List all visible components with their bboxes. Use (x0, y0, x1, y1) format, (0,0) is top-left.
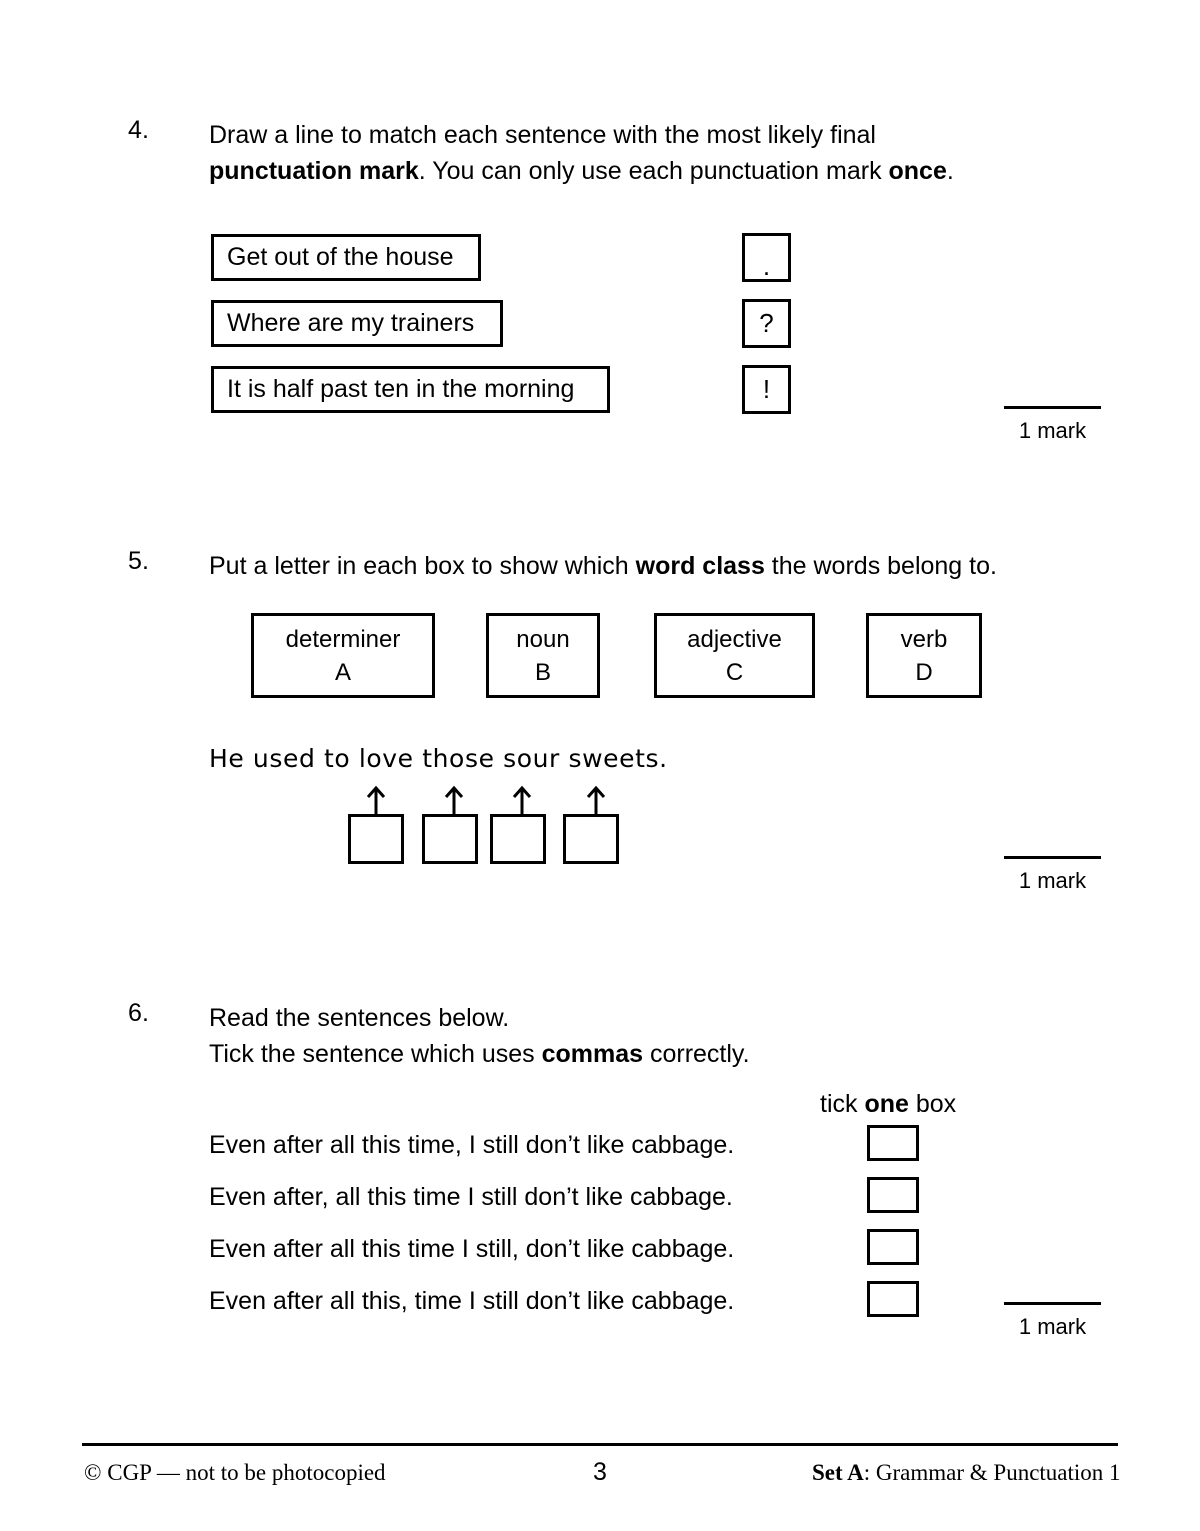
option-text-3: Even after all this time I still, don’t like cabbage. (209, 1235, 735, 1263)
punctuation-box-full-stop[interactable] (742, 233, 791, 282)
arrow-up-icon-2 (443, 784, 465, 816)
question-6-emphasis-commas: commas (541, 1040, 644, 1068)
question-6-number: 6. (128, 999, 150, 1027)
sentence-box-3-label: It is half past ten in the morning (227, 375, 575, 403)
question-4-emphasis-punctuation-mark: punctuation mark (209, 157, 419, 185)
punctuation-box-question-mark-label: ? (759, 308, 774, 338)
tick-box-3[interactable] (867, 1229, 919, 1265)
word-class-letter-determiner: A (334, 658, 351, 686)
arrow-up-icon-1 (365, 784, 387, 816)
question-4-prompt-line-2-mid: . You can only use each punctuation mark (418, 157, 889, 185)
tick-one-box-header (820, 1092, 956, 1117)
question-6-prompt-line-2-end: correctly. (643, 1040, 750, 1068)
answer-box-2[interactable] (422, 814, 478, 864)
word-class-box-noun[interactable] (486, 613, 600, 698)
punctuation-box-question-mark[interactable] (742, 299, 791, 348)
question-5-prompt-end: the words belong to. (764, 552, 997, 580)
option-text-4: Even after all this, time I still don’t like cabbage. (209, 1287, 735, 1315)
word-class-box-determiner[interactable] (251, 613, 435, 698)
tick-box-4[interactable] (867, 1281, 919, 1317)
answer-box-1[interactable] (348, 814, 404, 864)
punctuation-box-full-stop-label: . (762, 251, 771, 281)
sentence-box-2-label: Where are my trainers (227, 309, 475, 337)
answer-box-3[interactable] (490, 814, 546, 864)
sentence-box-2[interactable] (211, 300, 503, 347)
option-text-2: Even after, all this time I still don’t like cabbage. (209, 1183, 733, 1211)
question-4-prompt-line-1: Draw a line to match each sentence with the most likely final (209, 121, 876, 149)
question-4-mark-indicator (1004, 406, 1101, 442)
word-class-letter-noun: B (534, 658, 551, 686)
question-4-prompt-line-2 (209, 153, 954, 189)
punctuation-box-exclamation-mark-label: ! (762, 374, 771, 404)
tick-box-1[interactable] (867, 1125, 919, 1161)
question-5-mark-indicator (1004, 856, 1101, 892)
question-5-emphasis-word-class: word class (635, 552, 765, 580)
sentence-box-1-label: Get out of the house (227, 243, 454, 271)
question-5-mark-label: 1 mark (1018, 868, 1087, 893)
question-5-number: 5. (128, 547, 150, 575)
question-4-number: 4. (128, 116, 150, 144)
footer-set-subject: : Grammar & Punctuation 1 (863, 1460, 1121, 1485)
question-6-prompt-line-2-start: Tick the sentence which uses (209, 1040, 542, 1068)
question-5-prompt (209, 548, 997, 584)
footer-page-number: 3 (593, 1458, 607, 1486)
footer-set-label (812, 1461, 1121, 1484)
tick-one-box-header-start: tick (820, 1090, 865, 1118)
word-class-letter-adjective: C (725, 658, 744, 686)
arrow-up-icon-3 (511, 784, 533, 816)
word-class-letter-verb: D (915, 658, 933, 686)
question-5-sentence: He used to love those sour sweets. (209, 744, 668, 773)
word-class-box-adjective[interactable] (654, 613, 815, 698)
question-6-mark-label: 1 mark (1018, 1314, 1087, 1339)
answer-box-4[interactable] (563, 814, 619, 864)
arrow-up-icon-4 (585, 784, 607, 816)
question-6-prompt-line-2 (209, 1036, 750, 1072)
word-class-name-verb: verb (900, 625, 948, 653)
option-text-1: Even after all this time, I still don’t like cabbage. (209, 1131, 735, 1159)
word-class-name-noun: noun (516, 625, 570, 653)
word-class-box-verb[interactable] (866, 613, 982, 698)
question-6-prompt-line-1: Read the sentences below. (209, 1004, 510, 1032)
question-6-mark-indicator (1004, 1302, 1101, 1338)
punctuation-box-exclamation-mark[interactable] (742, 365, 791, 414)
footer-set-name: Set A (812, 1460, 864, 1485)
footer-copyright: © CGP — not to be photocopied (84, 1460, 386, 1485)
question-4-prompt-line-2-end: . (946, 157, 954, 185)
tick-one-box-header-end: box (908, 1090, 957, 1118)
sentence-box-3[interactable] (211, 366, 610, 413)
word-class-name-adjective: adjective (687, 625, 782, 653)
question-4-emphasis-once: once (888, 157, 947, 185)
tick-box-2[interactable] (867, 1177, 919, 1213)
question-4-mark-label: 1 mark (1018, 418, 1087, 443)
tick-one-box-header-emphasis: one (864, 1090, 909, 1118)
question-5-prompt-start: Put a letter in each box to show which (209, 552, 636, 580)
footer-divider (82, 1443, 1118, 1446)
word-class-name-determiner: determiner (285, 625, 401, 653)
sentence-box-1[interactable] (211, 234, 481, 281)
